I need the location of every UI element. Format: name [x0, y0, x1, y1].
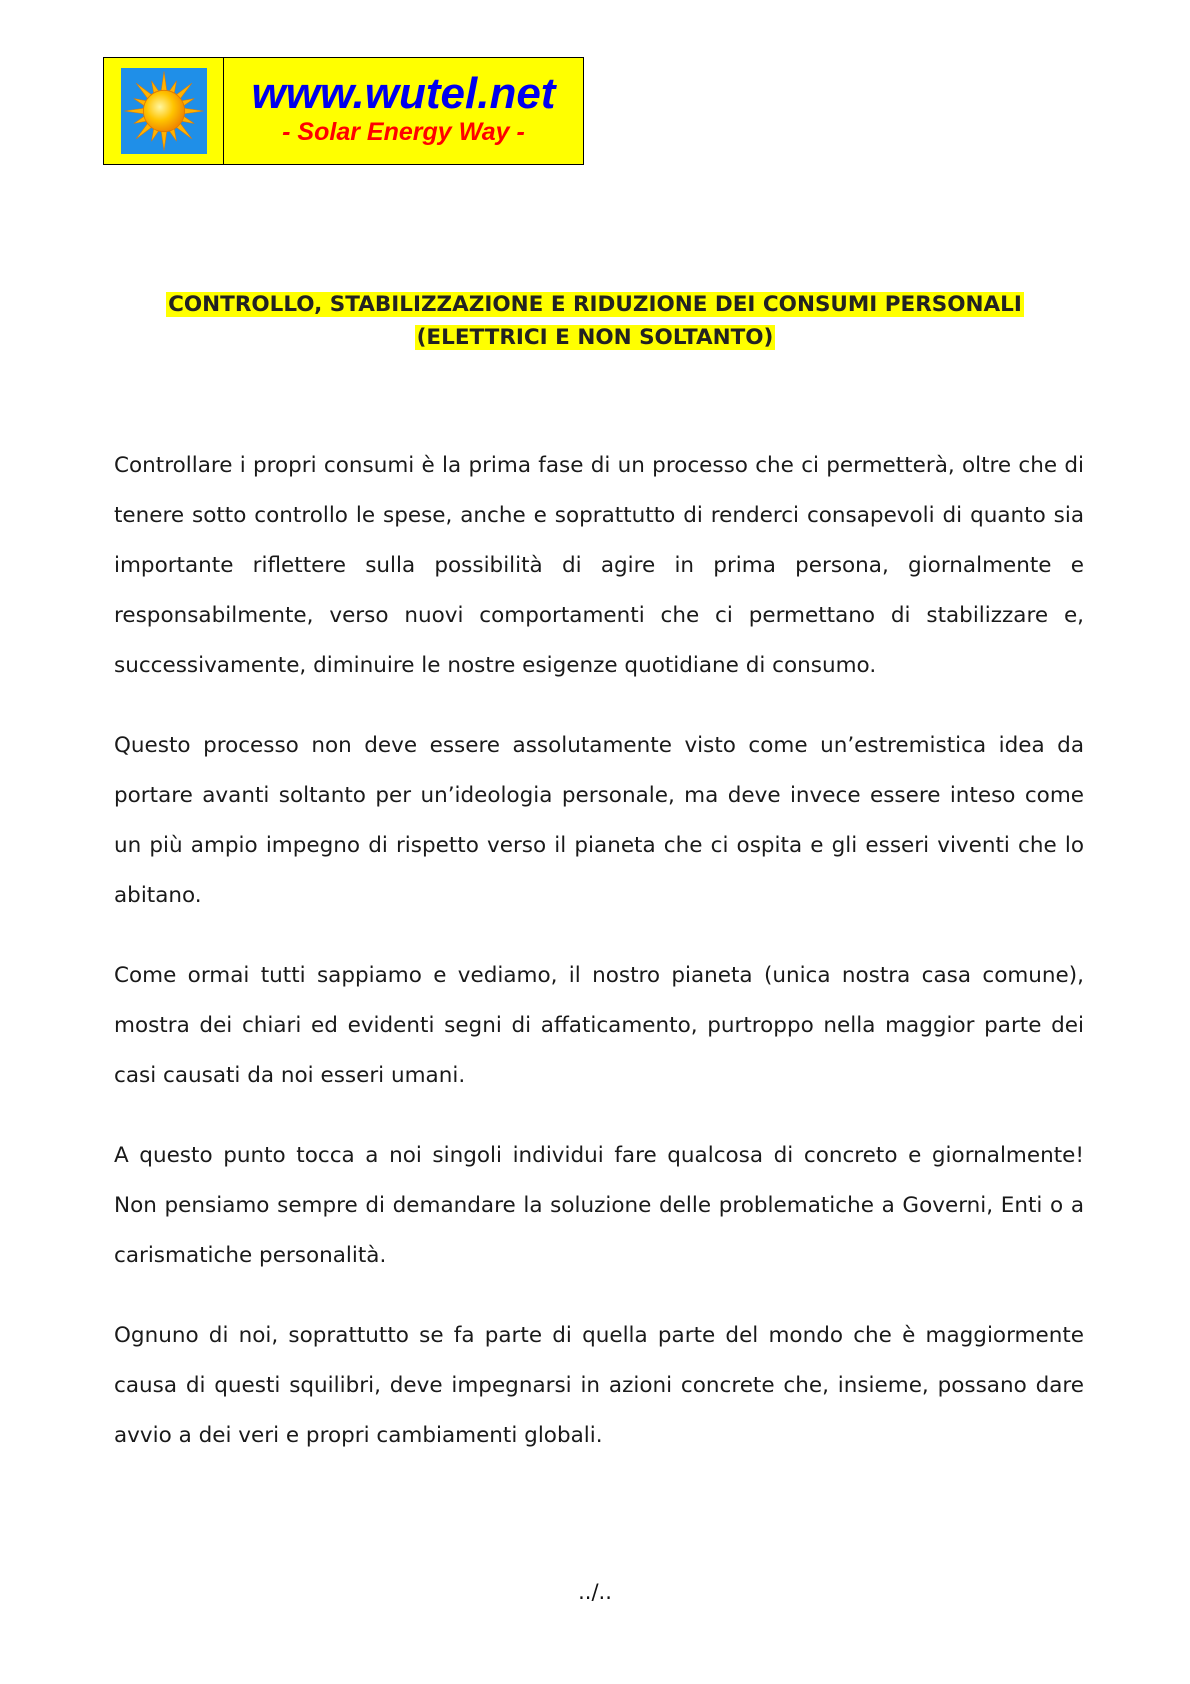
paragraph: Controllare i propri consumi è la prima fase di un processo che ci permetterà, oltre che di tenere sotto controllo le spese, anche e soprattutto di renderci consapevoli di quanto sia importante riflettere sulla possibilità di agire in prima persona, giornalmente e responsabilmente, verso nuovi comportamenti che ci permettano di stabilizzare e, successivamente, diminuire le nostre esigenze quotidiane di consumo.: [114, 453, 1084, 678]
paragraph: Questo processo non deve essere assolutamente visto come un’estremistica idea da portare avanti soltanto per un’ideologia personale, ma deve invece essere inteso come un più ampio impegno di rispetto verso il pianeta che ci ospita e gli esseri viventi che lo abitano.: [114, 733, 1084, 908]
page-continuation-marker: ../..: [578, 1580, 612, 1604]
logo-text: [224, 58, 583, 164]
title-line-2: (ELETTRICI E NON SOLTANTO): [416, 325, 774, 350]
sun-icon: [104, 58, 224, 164]
title-line-1: CONTROLLO, STABILIZZAZIONE E RIDUZIONE DEI CONSUMI PERSONALI: [168, 292, 1022, 317]
logo-tagline: - Solar Energy Way -: [282, 118, 525, 146]
paragraph: Come ormai tutti sappiamo e vediamo, il nostro pianeta (unica nostra casa comune), mostra dei chiari ed evidenti segni di affaticamento, purtroppo nella maggior parte dei casi causati da noi esseri umani.: [114, 963, 1084, 1088]
document-body: [114, 441, 1084, 1491]
site-logo: [103, 57, 584, 165]
document-title: [0, 288, 1190, 354]
paragraph: A questo punto tocca a noi singoli individui fare qualcosa di concreto e giornalmente! Non pensiamo sempre di demandare la soluzione delle problematiche a Governi, Enti o a carismatiche personalità.: [114, 1143, 1084, 1268]
paragraph: Ognuno di noi, soprattutto se fa parte di quella parte del mondo che è maggiormente causa di questi squilibri, deve impegnarsi in azioni concrete che, insieme, possano dare avvio a dei veri e propri cambiamenti globali.: [114, 1323, 1084, 1448]
logo-url: www.wutel.net: [251, 69, 556, 118]
